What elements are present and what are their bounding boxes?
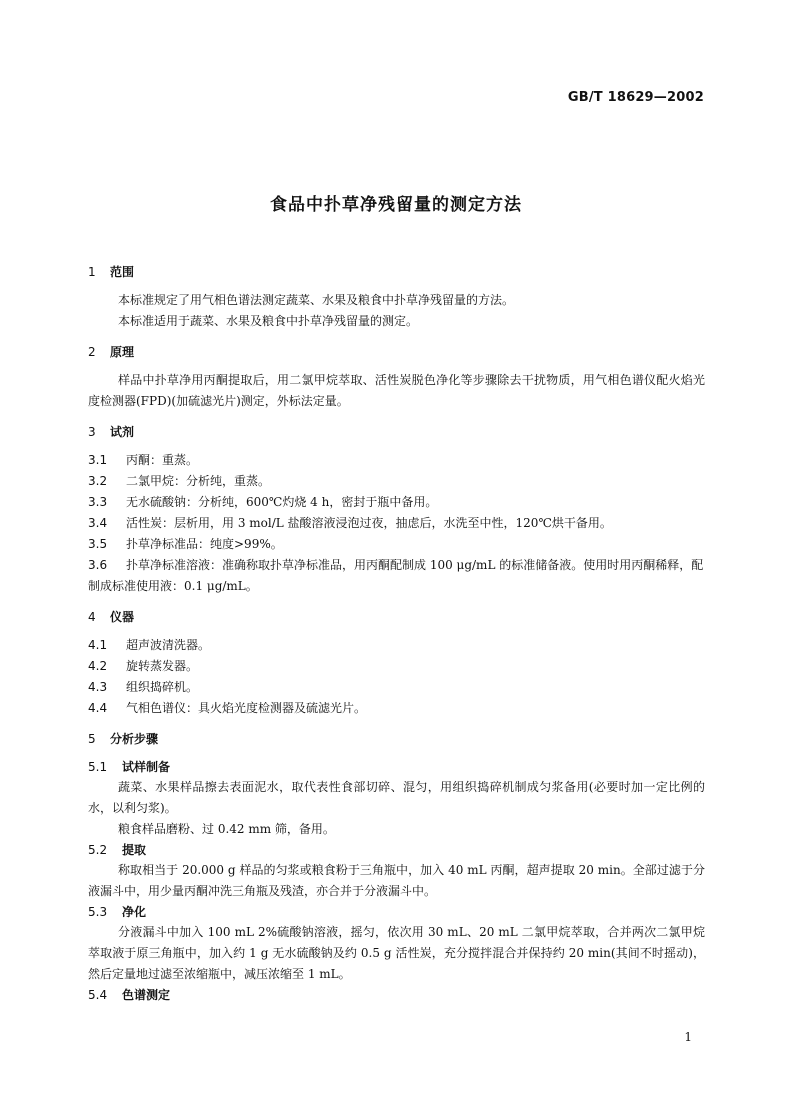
list-item bbox=[88, 534, 705, 555]
paragraph: 蔬菜、水果样品擦去表面泥水，取代表性食部切碎、混匀，用组织捣碎机制成匀浆备用(必要时加一定比例的水，以利匀浆)。 bbox=[88, 780, 705, 815]
subsection-heading bbox=[88, 985, 705, 1005]
standard-code: GB/T 18629—2002 bbox=[567, 90, 704, 105]
item-text: 旋转蒸发器。 bbox=[126, 659, 199, 673]
item-number: 4.1 bbox=[88, 638, 108, 652]
subsection-number: 5.3 bbox=[88, 905, 108, 919]
list-item bbox=[88, 513, 705, 534]
item-text: 扑草净标准品：纯度>99%。 bbox=[126, 537, 283, 551]
section-heading bbox=[88, 262, 705, 282]
item-number: 3.5 bbox=[88, 537, 108, 551]
paragraph: 样品中扑草净用丙酮提取后，用二氯甲烷萃取、活性炭脱色净化等步骤除去干扰物质，用气相色谱仪配火焰光度检测器(FPD)(加硫滤光片)测定，外标法定量。 bbox=[88, 373, 705, 408]
item-text: 超声波清洗器。 bbox=[126, 638, 211, 652]
item-text: 扑草净标准溶液：准确称取扑草净标准品，用丙酮配制成 100 μg/mL 的标准储备液。使用时用丙酮稀释，配制成标准使用液：0.1 μg/mL。 bbox=[88, 558, 704, 593]
item-number: 3.1 bbox=[88, 453, 108, 467]
item-number: 4.3 bbox=[88, 680, 108, 694]
section-heading bbox=[88, 729, 705, 749]
list-item bbox=[88, 450, 705, 471]
subsection-number: 5.2 bbox=[88, 843, 108, 857]
paragraph: 本标准适用于蔬菜、水果及粮食中扑草净残留量的测定。 bbox=[118, 314, 419, 328]
subsection-title: 试样制备 bbox=[122, 760, 171, 774]
subsection-heading bbox=[88, 902, 705, 922]
section-heading bbox=[88, 342, 705, 362]
section-title: 试剂 bbox=[110, 425, 135, 439]
section-heading bbox=[88, 422, 705, 442]
page-number: 1 bbox=[684, 1030, 692, 1044]
list-item bbox=[88, 677, 705, 698]
subsection-title: 净化 bbox=[122, 905, 147, 919]
paragraph: 粮食样品磨粉、过 0.42 mm 筛，备用。 bbox=[118, 822, 335, 836]
subsection-heading bbox=[88, 840, 705, 860]
subsection-number: 5.4 bbox=[88, 988, 108, 1002]
section-number: 1 bbox=[88, 265, 96, 279]
subsection-heading bbox=[88, 757, 705, 777]
section-number: 2 bbox=[88, 345, 96, 359]
list-item bbox=[88, 656, 705, 677]
item-text: 气相色谱仪：具火焰光度检测器及硫滤光片。 bbox=[126, 701, 367, 715]
item-text: 活性炭：层析用，用 3 mol/L 盐酸溶液浸泡过夜，抽虑后，水洗至中性，120℃烘干备用。 bbox=[126, 516, 612, 530]
section-title: 分析步骤 bbox=[110, 732, 159, 746]
item-text: 二氯甲烷：分析纯，重蒸。 bbox=[126, 474, 271, 488]
list-item bbox=[88, 471, 705, 492]
item-number: 3.2 bbox=[88, 474, 108, 488]
section-title: 原理 bbox=[110, 345, 135, 359]
item-text: 组织捣碎机。 bbox=[126, 680, 199, 694]
subsection-title: 提取 bbox=[122, 843, 147, 857]
section-heading bbox=[88, 607, 705, 627]
section-title: 范围 bbox=[110, 265, 135, 279]
list-item bbox=[88, 555, 705, 597]
document-title: 食品中扑草净残留量的测定方法 bbox=[270, 195, 522, 215]
paragraph: 称取相当于 20.000 g 样品的匀浆或粮食粉于三角瓶中，加入 40 mL 丙酮，超声提取 20 min。全部过滤于分液漏斗中，用少量丙酮冲洗三角瓶及残渣，亦合并于分液漏斗中。 bbox=[88, 863, 705, 898]
list-item bbox=[88, 492, 705, 513]
list-item bbox=[88, 635, 705, 656]
item-number: 3.6 bbox=[88, 558, 108, 572]
item-text: 无水硫酸钠：分析纯，600℃灼烧 4 h，密封于瓶中备用。 bbox=[126, 495, 438, 509]
item-number: 3.3 bbox=[88, 495, 108, 509]
subsection-title: 色谱测定 bbox=[122, 988, 171, 1002]
subsection-number: 5.1 bbox=[88, 760, 108, 774]
list-item bbox=[88, 698, 705, 719]
section-number: 3 bbox=[88, 425, 96, 439]
item-text: 丙酮：重蒸。 bbox=[126, 453, 199, 467]
paragraph: 本标准规定了用气相色谱法测定蔬菜、水果及粮食中扑草净残留量的方法。 bbox=[118, 293, 515, 307]
paragraph: 分液漏斗中加入 100 mL 2%硫酸钠溶液，摇匀，依次用 30 mL、20 mL 二氯甲烷萃取，合并两次二氯甲烷萃取液于原三角瓶中，加入约 1 g 无水硫酸钠及约 0.5 g 活性炭，充分搅拌混合并保持约 20 min(其间不时摇动)，然后定量地过滤至浓缩瓶中，减压浓缩至 1 mL。 bbox=[88, 925, 705, 981]
item-number: 3.4 bbox=[88, 516, 108, 530]
document-body bbox=[88, 262, 705, 1005]
section-title: 仪器 bbox=[110, 610, 135, 624]
item-number: 4.2 bbox=[88, 659, 108, 673]
section-number: 4 bbox=[88, 610, 96, 624]
item-number: 4.4 bbox=[88, 701, 108, 715]
section-number: 5 bbox=[88, 732, 96, 746]
